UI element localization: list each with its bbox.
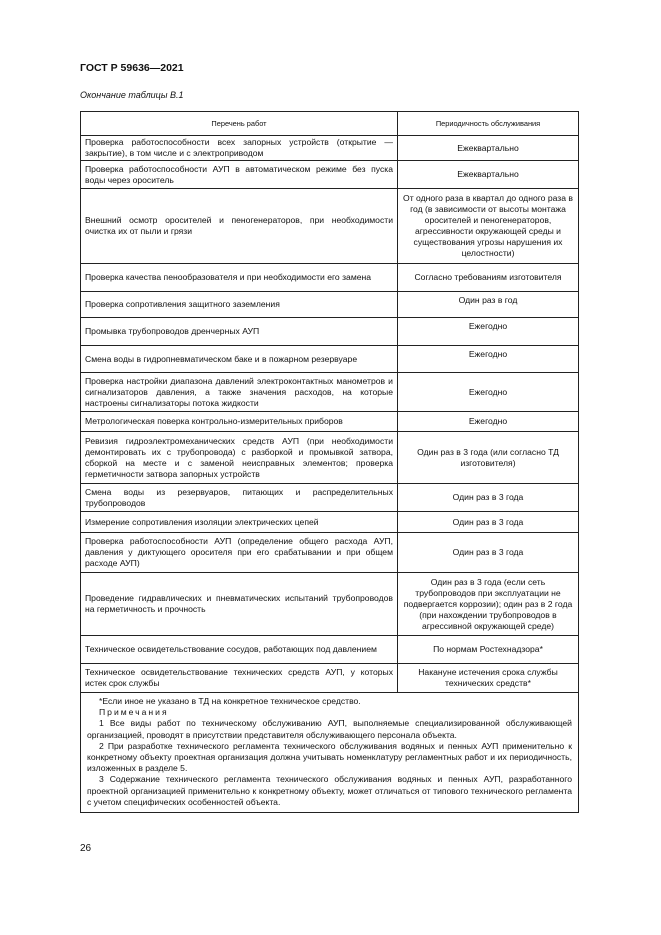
- table-row: [81, 483, 578, 511]
- period-cell: Один раз в год: [458, 295, 518, 305]
- work-cell: Ревизия гидроэлектромеханических средств АУП (при необходимости демонтировать их с трубопровода) с разборкой и промывкой затвора, сборкой на месте и с заменой неисправных элементов; проверка герметичности затвора запорных устройств: [85, 435, 393, 479]
- work-cell: Проверка работоспособности АУП в автоматическом режиме без пуска воды через ороситель: [85, 163, 393, 185]
- period-cell: Ежегодно: [468, 321, 508, 331]
- work-cell: Метрологическая поверка контрольно-измерительных приборов: [85, 416, 343, 426]
- period-cell: Один раз в 3 года: [452, 516, 524, 527]
- table-row: [81, 663, 578, 692]
- work-cell: Проверка сопротивления защитного заземления: [85, 299, 280, 309]
- table-notes: [81, 692, 578, 812]
- table-row: [81, 135, 578, 160]
- work-cell: Промывка трубопроводов дренчерных АУП: [85, 326, 260, 336]
- document-code: ГОСТ Р 59636—2021: [80, 62, 184, 74]
- table-row: [81, 263, 578, 291]
- work-cell: Техническое освидетельствование сосудов, работающих под давлением: [85, 644, 377, 654]
- table-row: [81, 291, 578, 317]
- table-row: [81, 372, 578, 411]
- work-cell: Техническое освидетельствование технических средств АУП, у которых истек срок службы: [85, 667, 393, 688]
- table-row: [81, 572, 578, 635]
- table-header-row: [81, 112, 578, 135]
- work-cell: Проведение гидравлических и пневматических испытаний трубопроводов на герметичность и прочность: [85, 593, 393, 614]
- period-cell: Ежегодно: [468, 349, 508, 359]
- period-cell: Один раз в 3 года: [452, 492, 524, 502]
- work-cell: Проверка работоспособности всех запорных устройств (открытие — закрытие), в том числе и с электроприводом: [85, 137, 393, 158]
- note-item: 3 Содержание технического регламента технического обслуживания водяных и пенных АУП, разработанного проектной организацией применительно к конкретному объекту, может отличаться от типового технического регламента с учетом специфических особенностей объекта.: [87, 774, 572, 807]
- table-row: [81, 532, 578, 572]
- note-item: 2 При разработке технического регламента технического обслуживания водяных и пенных АУП применительно к конкретному объекту проектная организация должна учитывать номенклатуру регламентных работ и их периодичность, изложенных в разделе 5.: [87, 740, 572, 774]
- work-cell: Смена воды из резервуаров, питающих и распределительных трубопроводов: [85, 486, 393, 508]
- period-cell: Согласно требованиям изготовителя: [414, 272, 562, 282]
- table-row: [81, 411, 578, 431]
- table-row: [81, 635, 578, 663]
- period-cell: От одного раза в квартал до одного раза в год (в зависимости от высоты монтажа оросителей и пеногенераторов, агрессивности окружающей среды и существования угрозы нарушения их целостности): [403, 193, 573, 258]
- footnote: *Если иное не указано в ТД на конкретное техническое средство.: [99, 696, 361, 706]
- period-cell: Один раз в 3 года (или согласно ТД изготовителя): [417, 446, 559, 468]
- period-cell: Ежегодно: [468, 416, 508, 426]
- column-header-works: Перечень работ: [81, 112, 398, 135]
- work-cell: Проверка настройки диапазона давлений электроконтактных манометров и сигнализаторов давления, а также значения расходов, на которые настроены сигнализаторы потока жидкости: [85, 375, 393, 408]
- period-cell: По нормам Ростехнадзора*: [433, 644, 543, 654]
- table-row: [81, 160, 578, 188]
- period-cell: Ежеквартально: [457, 169, 519, 179]
- table-row: [81, 345, 578, 372]
- table-row: [81, 317, 578, 345]
- note-item: 1 Все виды работ по техническому обслуживанию АУП, выполняемые специализированной обслуживающей организацией, проводят в присутствии представителя обслуживающего персонала объекта.: [87, 718, 572, 740]
- work-cell: Измерение сопротивления изоляции электрических цепей: [85, 516, 319, 527]
- work-cell: Проверка работоспособности АУП (определение общего расхода АУП, давления у диктующего оросителя при его срабатывании и при общем расходе АУП): [85, 536, 393, 568]
- maintenance-table: [80, 111, 579, 813]
- period-cell: Один раз в 3 года: [452, 547, 524, 557]
- work-cell: Внешний осмотр оросителей и пеногенераторов, при необходимости очистка их от пыли и грязи: [85, 215, 393, 236]
- table-caption: Окончание таблицы В.1: [80, 90, 184, 100]
- period-cell: Ежеквартально: [457, 142, 519, 153]
- period-cell: Ежегодно: [468, 386, 508, 397]
- table-row: [81, 431, 578, 483]
- table-row: [81, 511, 578, 532]
- work-cell: Проверка качества пенообразователя и при необходимости его замена: [85, 272, 372, 282]
- period-cell: Накануне истечения срока службы технических средств*: [418, 667, 558, 688]
- table-row: [81, 188, 578, 263]
- column-header-period: Периодичность обслуживания: [435, 119, 541, 128]
- notes-label: Примечания: [99, 707, 169, 718]
- work-cell: Смена воды в гидропневматическом баке и в пожарном резервуаре: [85, 353, 358, 364]
- period-cell: Один раз в 3 года (если сеть трубопроводов при эксплуатации не подвергается коррозии); один раз в 2 года (при нахождении трубопроводов в агрессивной окружающей среде): [403, 576, 573, 631]
- page-number: 26: [80, 843, 92, 854]
